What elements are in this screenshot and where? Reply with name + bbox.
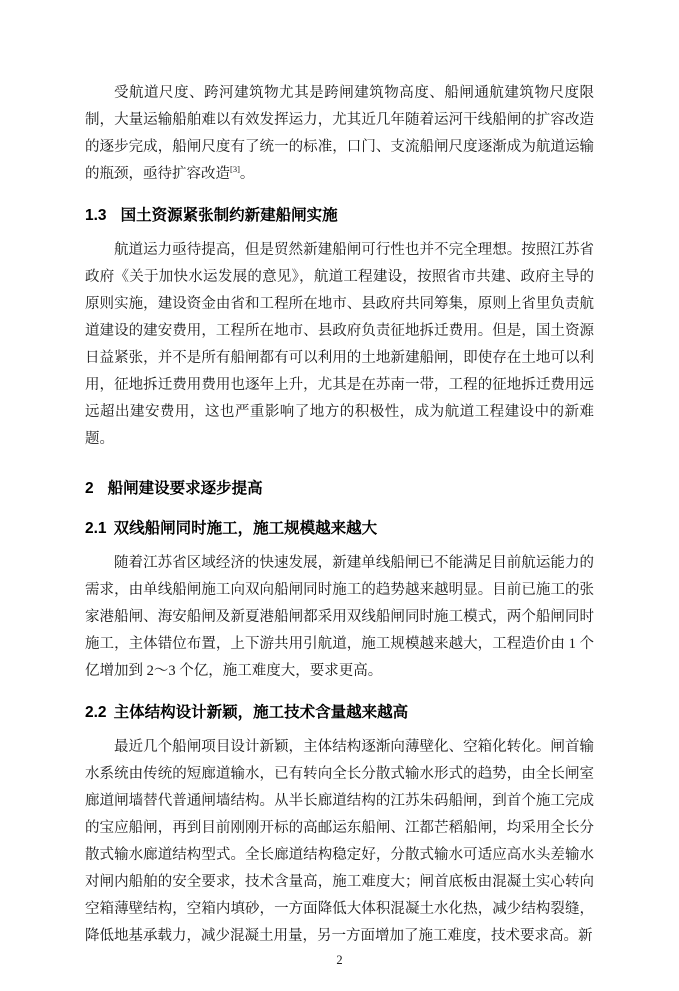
heading-2-title: 船闸建设要求逐步提高: [107, 480, 263, 497]
heading-2-1-number: 2.1: [85, 520, 107, 537]
paragraph-intro: [85, 80, 594, 188]
paragraph-intro-text: 受航道尺度、跨河建筑物尤其是跨闸建筑物高度、船闸通航建筑物尺度限制，大量运输船舶难以有效发挥运力，尤其近几年随着运河干线船闸的扩容改造的逐步完成，船闸尺度有了统一的标准，口门、支流船闸尺度逐渐成为航道运输的瓶颈，亟待扩容改造: [85, 85, 594, 182]
heading-2: [85, 477, 594, 501]
paragraph-dual-lock-construction: 随着江苏省区域经济的快速发展，新建单线船闸已不能满足目前航运能力的需求，由单线船闸施工向双向船闸同时施工的趋势越来越明显。目前已施工的张家港船闸、海安船闸及新夏港船闸都采用双线船闸同时施工模式，两个船闸同时施工，主体错位布置，上下游共用引航道，施工规模越来越大，工程造价由 1 个亿增加到 2～3 个亿，施工难度大，要求更高。: [85, 555, 594, 679]
heading-1-3-title: 国土资源紧张制约新建船闸实施: [120, 207, 338, 224]
paragraph-intro-tail: 。: [239, 166, 255, 182]
heading-2-1-title: 双线船闸同时施工，施工规模越来越大: [113, 520, 378, 537]
heading-1-3-number: 1.3: [85, 207, 107, 224]
page-number: 2: [336, 953, 343, 967]
paragraph-structure-design: 最近几个船闸项目设计新颖，主体结构逐渐向薄壁化、空箱化转化。闸首输水系统由传统的短廊道输水，已有转向全长分散式输水形式的趋势，由全长闸室廊道闸墙替代普通闸墙结构。从半长廊道结构的江苏朱码船闸，到首个施工完成的宝应船闸，再到目前刚刚开标的高邮运东船闸、江都芒稻船闸，均采用全长分散式输水廊道结构型式。全长廊道结构稳定好，分散式输水可适应高水头差输水对闸内船舶的安全要求，技术含量高，施工难度大；闸首底板由混凝土实心转向空箱薄壁结构，空箱内填砂，一方面降低大体积混凝土水化热，减少结构裂缝，降低地基承载力，减少混凝土用量，另一方面增加了施工难度，技术要求高。新: [85, 739, 594, 944]
heading-1-3: [85, 204, 594, 228]
paragraph-land-resources: 航道运力亟待提高，但是贸然新建船闸可行性也并不完全理想。按照江苏省政府《关于加快水运发展的意见》，航道工程建设，按照省市共建、政府主导的原则实施，建设资金由省和工程所在地市、县政府共同筹集，原则上省里负责航道建设的建安费用，工程所在地市、县政府负责征地拆迁费用。但是，国土资源日益紧张，并不是所有船闸都有可以利用的土地新建船闸，即使存在土地可以利用，征地拆迁费用费用也逐年上升，尤其是在苏南一带，工程的征地拆迁费用远远超出建安费用，这也严重影响了地方的积极性，成为航道工程建设中的新难题。: [85, 242, 594, 447]
citation-reference: [3]: [230, 164, 240, 175]
heading-2-2-number: 2.2: [85, 704, 107, 721]
heading-2-1: [85, 517, 594, 541]
heading-2-number: 2: [85, 480, 94, 497]
heading-2-2-title: 主体结构设计新颖，施工技术含量越来越高: [113, 704, 409, 721]
heading-2-2: [85, 701, 594, 725]
